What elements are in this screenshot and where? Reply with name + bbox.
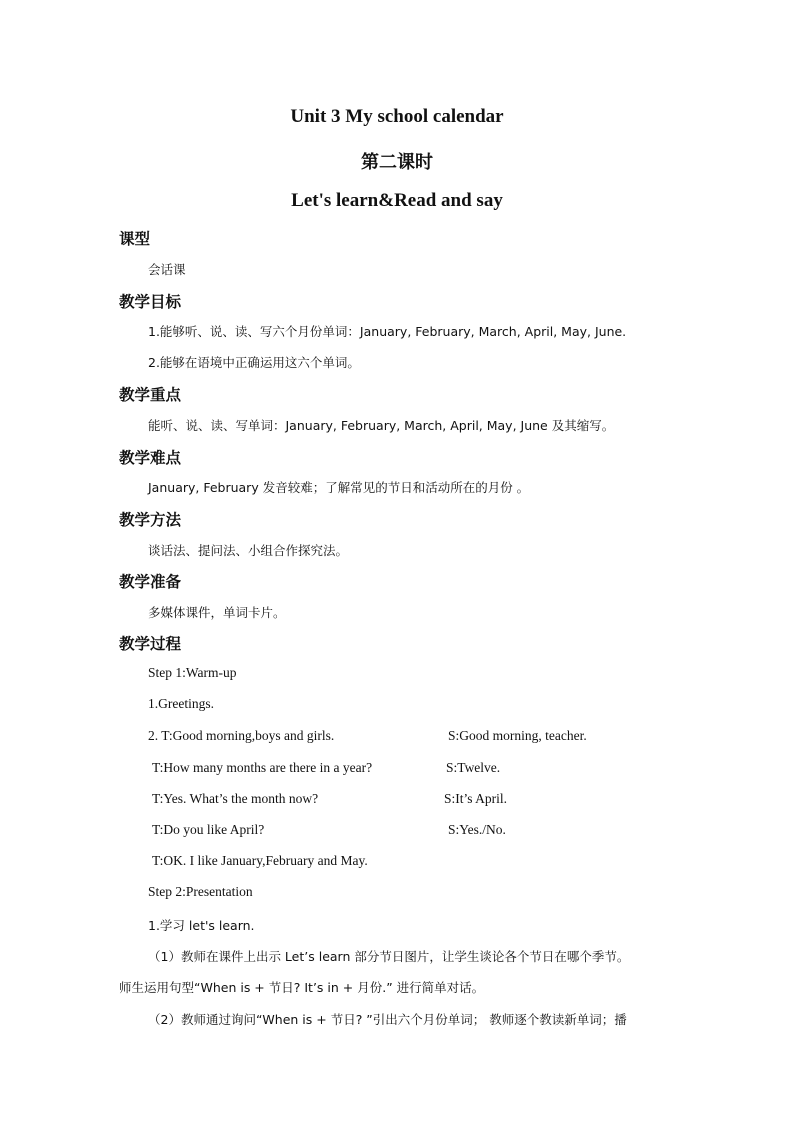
item1-line-a: （1）教师在课件上出示 Let’s learn 部分节日图片，让学生谈论各个节日在哪个季节。 bbox=[148, 949, 630, 964]
step2-label: Step 2:Presentation bbox=[148, 884, 253, 899]
method-text: 谈话法、提问法、小组合作探究法。 bbox=[148, 543, 349, 558]
type-heading: 课型 bbox=[119, 230, 151, 248]
key-heading: 教学重点 bbox=[119, 386, 182, 404]
dialogue-teacher-5: T:OK. I like January,February and May. bbox=[152, 853, 368, 868]
dialogue-student-3: S:It’s April. bbox=[444, 791, 508, 806]
dialogue-student-1: S:Good morning, teacher. bbox=[448, 728, 587, 743]
type-text: 会话课 bbox=[148, 262, 186, 277]
lesson-subtitle: Let's learn&Read and say bbox=[291, 190, 503, 211]
goals-item-1: 1.能够听、说、读、写六个月份单词：January, February, March, April, May, June. bbox=[148, 324, 627, 339]
step1-label: Step 1:Warm-up bbox=[148, 665, 237, 680]
prep-heading: 教学准备 bbox=[119, 573, 182, 591]
process-heading: 教学过程 bbox=[119, 635, 182, 653]
learn-line: 1.学习 let's learn. bbox=[148, 918, 255, 933]
greetings-line: 1.Greetings. bbox=[148, 696, 214, 711]
dialogue-student-4: S:Yes./No. bbox=[448, 822, 506, 837]
difficulty-heading: 教学难点 bbox=[119, 449, 182, 467]
method-heading: 教学方法 bbox=[119, 511, 182, 529]
item2-line: （2）教师通过询问“When is + 节日? ”引出六个月份单词； 教师逐个教读新单词；播 bbox=[148, 1012, 627, 1027]
prep-text: 多媒体课件，单词卡片。 bbox=[148, 605, 286, 620]
unit-title: Unit 3 My school calendar bbox=[290, 106, 504, 127]
lesson-title: 第二课时 bbox=[361, 152, 433, 173]
item1-line-b: 师生运用句型“When is + 节日? It’s in + 月份.” 进行简单对话。 bbox=[119, 980, 485, 995]
dialogue-teacher-3: T:Yes. What’s the month now? bbox=[152, 791, 319, 806]
dialogue-student-2: S:Twelve. bbox=[446, 760, 501, 775]
goals-item-2: 2.能够在语境中正确运用这六个单词。 bbox=[148, 355, 360, 370]
key-text: 能听、说、读、写单词：January, February, March, April, May, June 及其缩写。 bbox=[148, 418, 615, 433]
dialogue-teacher-4: T:Do you like April? bbox=[152, 822, 265, 837]
dialogue-teacher-1: 2. T:Good morning,boys and girls. bbox=[148, 728, 335, 743]
dialogue-teacher-2: T:How many months are there in a year? bbox=[152, 760, 373, 775]
goals-heading: 教学目标 bbox=[119, 293, 182, 311]
difficulty-text: January, February 发音较难；了解常见的节日和活动所在的月份 。 bbox=[148, 480, 530, 495]
